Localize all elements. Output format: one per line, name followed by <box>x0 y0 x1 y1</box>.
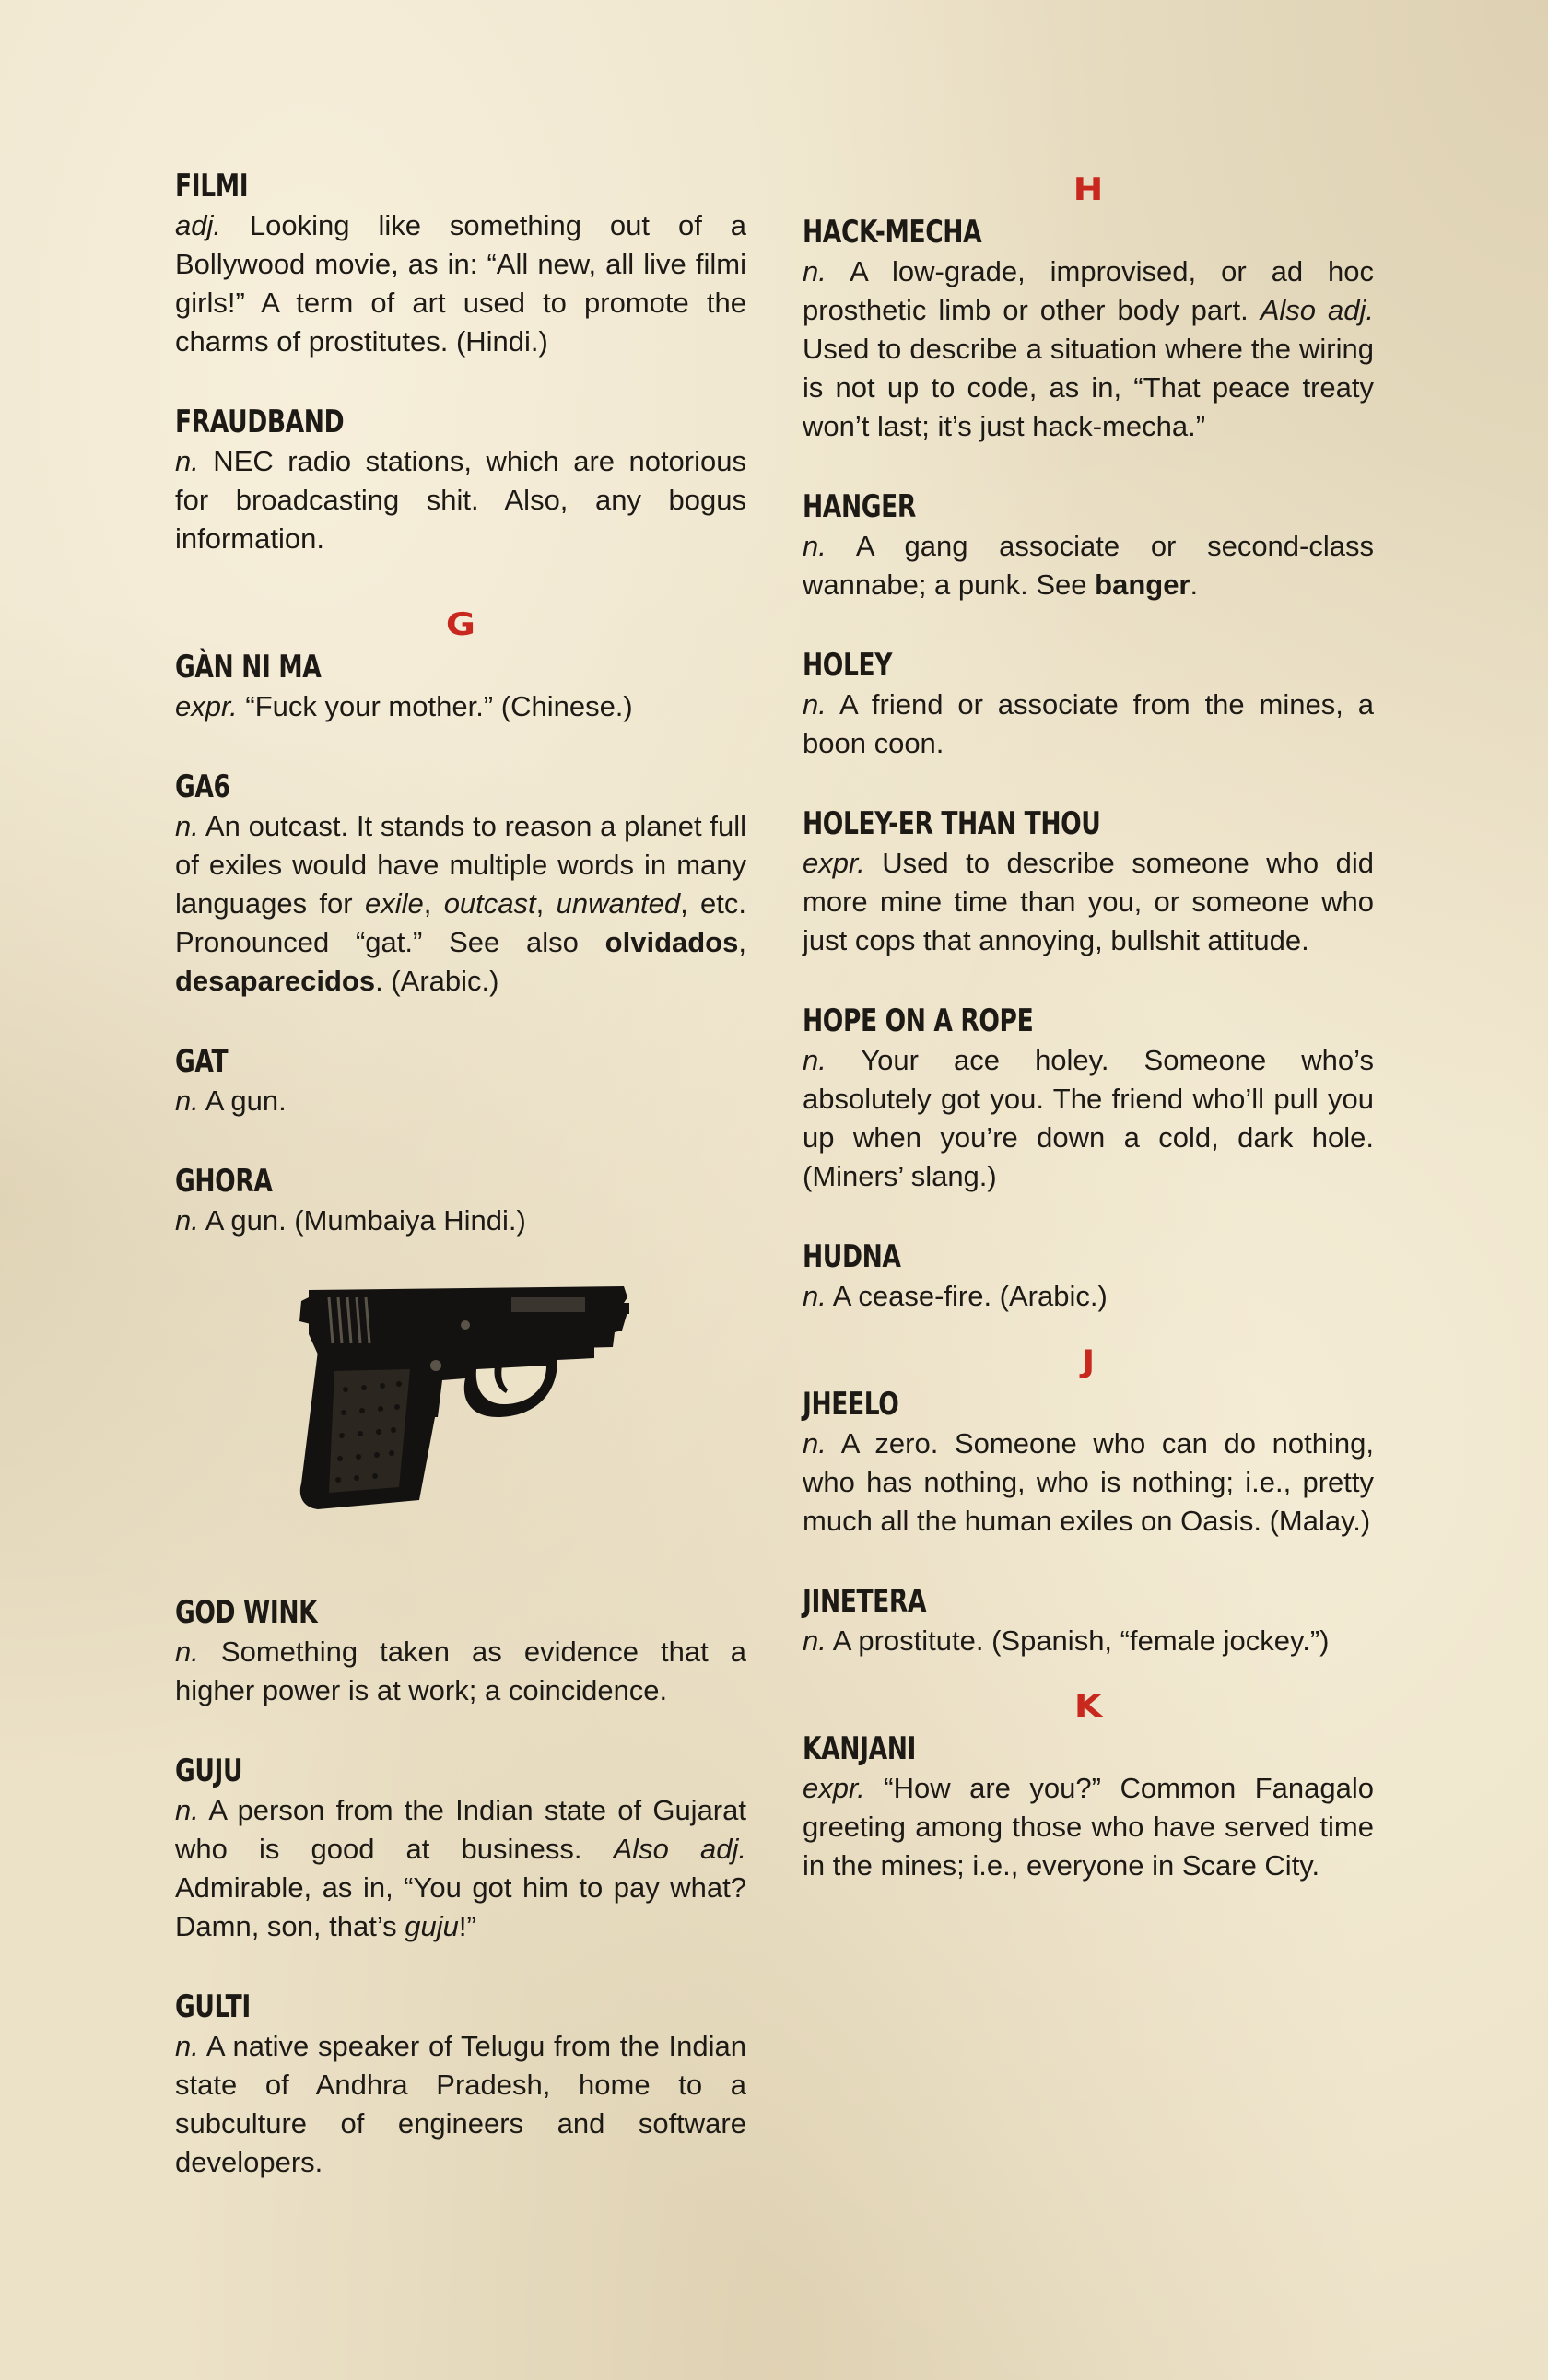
entry-ga6 <box>175 767 746 1001</box>
entry-kanjani <box>803 1729 1374 1885</box>
definition-hudna: n. A cease-fire. (Arabic.) <box>803 1280 1108 1312</box>
term-hack-mecha: HACK-MECHA <box>803 214 982 251</box>
definition-jheelo: n. A zero. Someone who can do nothing, who has nothing, who is nothing; i.e., pretty much all the human exiles on Oasis. (Malay.) <box>803 1427 1374 1537</box>
pistol-illustration <box>175 1270 746 1537</box>
definition-ghora: n. A gun. (Mumbaiya Hindi.) <box>175 1204 526 1237</box>
entry-hanger <box>803 487 1374 604</box>
entry-jinetera <box>803 1581 1374 1660</box>
entry-jheelo <box>803 1384 1374 1541</box>
entry-ghora <box>175 1161 746 1240</box>
section-letter-k: K <box>1073 1688 1103 1725</box>
definition-kanjani: expr. “How are you?” Common Fanagalo greeting among those who have served time in the mines; i.e., everyone in Scare City. <box>803 1772 1374 1882</box>
definition-hack-mecha: n. A low-grade, improvised, or ad hoc prosthetic limb or other body part. Also adj. Used to describe a situation where the wiring is not up to code, as in, “That peace treaty won’t last; it’s just hack-mecha.” <box>803 255 1375 442</box>
cross-ref-banger: banger <box>1095 569 1190 601</box>
entry-god-wink <box>175 1592 746 1710</box>
entry-hudna <box>803 1237 1374 1316</box>
left-column <box>175 166 746 2222</box>
term-fraudband: FRAUDBAND <box>175 404 345 440</box>
definition-jinetera: n. A prostitute. (Spanish, “female jockey.”) <box>803 1624 1330 1657</box>
entry-filmi <box>175 166 746 361</box>
term-hope-on-a-rope: HOPE ON A ROPE <box>803 1002 1034 1039</box>
right-column <box>803 171 1374 1926</box>
definition-gan-ni-ma: expr. “Fuck your mother.” (Chinese.) <box>175 690 633 722</box>
term-god-wink: GOD WINK <box>175 1594 318 1631</box>
entry-gat <box>175 1041 746 1120</box>
term-holey-er-than-thou: HOLEY-ER THAN THOU <box>803 805 1101 842</box>
entry-gulti <box>175 1987 746 2182</box>
pistol-icon <box>281 1270 640 1518</box>
definition-gat: n. A gun. <box>175 1084 287 1117</box>
entry-holey-er-than-thou <box>803 803 1374 960</box>
definition-hanger: n. A gang associate or second-class wannabe; a punk. See banger. <box>803 530 1374 601</box>
definition-god-wink: n. Something taken as evidence that a higher power is at work; a coincidence. <box>175 1636 746 1706</box>
entry-holey <box>803 645 1374 763</box>
section-letter-j: J <box>1081 1343 1096 1380</box>
term-guju: GUJU <box>175 1753 243 1789</box>
entry-fraudband <box>175 402 746 558</box>
cross-ref-desaparecidos: desaparecidos <box>175 965 376 997</box>
definition-hope-on-a-rope: n. Your ace holey. Someone who’s absolutely got you. The friend who’ll pull you up when you’re down a cold, dark hole. (Miners’ slang.) <box>803 1044 1374 1192</box>
term-holey: HOLEY <box>803 647 893 684</box>
term-hudna: HUDNA <box>803 1238 901 1275</box>
term-gat: GAT <box>175 1043 229 1080</box>
definition-gulti: n. A native speaker of Telugu from the Indian state of Andhra Pradesh, home to a subculture of engineers and software developers. <box>175 2030 746 2178</box>
term-ghora: GHORA <box>175 1163 273 1200</box>
term-gan-ni-ma: GÀN NI MA <box>175 649 322 686</box>
term-filmi: FILMI <box>175 168 249 205</box>
definition-ga6: n. An outcast. It stands to reason a planet full of exiles would have multiple words in many languages for exile, outcast, unwanted, etc. Pronounced “gat.” See also olvidados, desaparecidos. (Arabic.) <box>175 810 746 997</box>
definition-holey-er-than-thou: expr. Used to describe someone who did more mine time than you, or someone who just cops that annoying, bullshit attitude. <box>803 847 1374 956</box>
term-jheelo: JHEELO <box>803 1386 899 1423</box>
definition-filmi: adj. Looking like something out of a Bollywood movie, as in: “All new, all live filmi girls!” A term of art used to promote the charms of prostitutes. (Hindi.) <box>175 209 746 358</box>
cross-ref-olvidados: olvidados <box>604 926 739 958</box>
section-letter-g: G <box>445 606 476 643</box>
term-ga6: GA6 <box>175 768 230 805</box>
definition-holey: n. A friend or associate from the mines, a boon coon. <box>803 688 1374 759</box>
term-hanger: HANGER <box>803 488 916 525</box>
term-jinetera: JINETERA <box>803 1583 927 1620</box>
term-gulti: GULTI <box>175 1988 251 2025</box>
entry-hack-mecha <box>803 212 1374 446</box>
entry-guju <box>175 1751 746 1946</box>
entry-hope-on-a-rope <box>803 1001 1374 1196</box>
entry-gan-ni-ma <box>175 647 746 726</box>
section-letter-h: H <box>1073 171 1104 208</box>
definition-guju: n. A person from the Indian state of Gujarat who is good at business. Also adj. Admirable, as in, “You got him to pay what? Damn, son, that’s guju!” <box>175 1794 746 1942</box>
definition-fraudband: n. NEC radio stations, which are notorious for broadcasting shit. Also, any bogus information. <box>175 445 746 555</box>
term-kanjani: KANJANI <box>803 1730 916 1767</box>
